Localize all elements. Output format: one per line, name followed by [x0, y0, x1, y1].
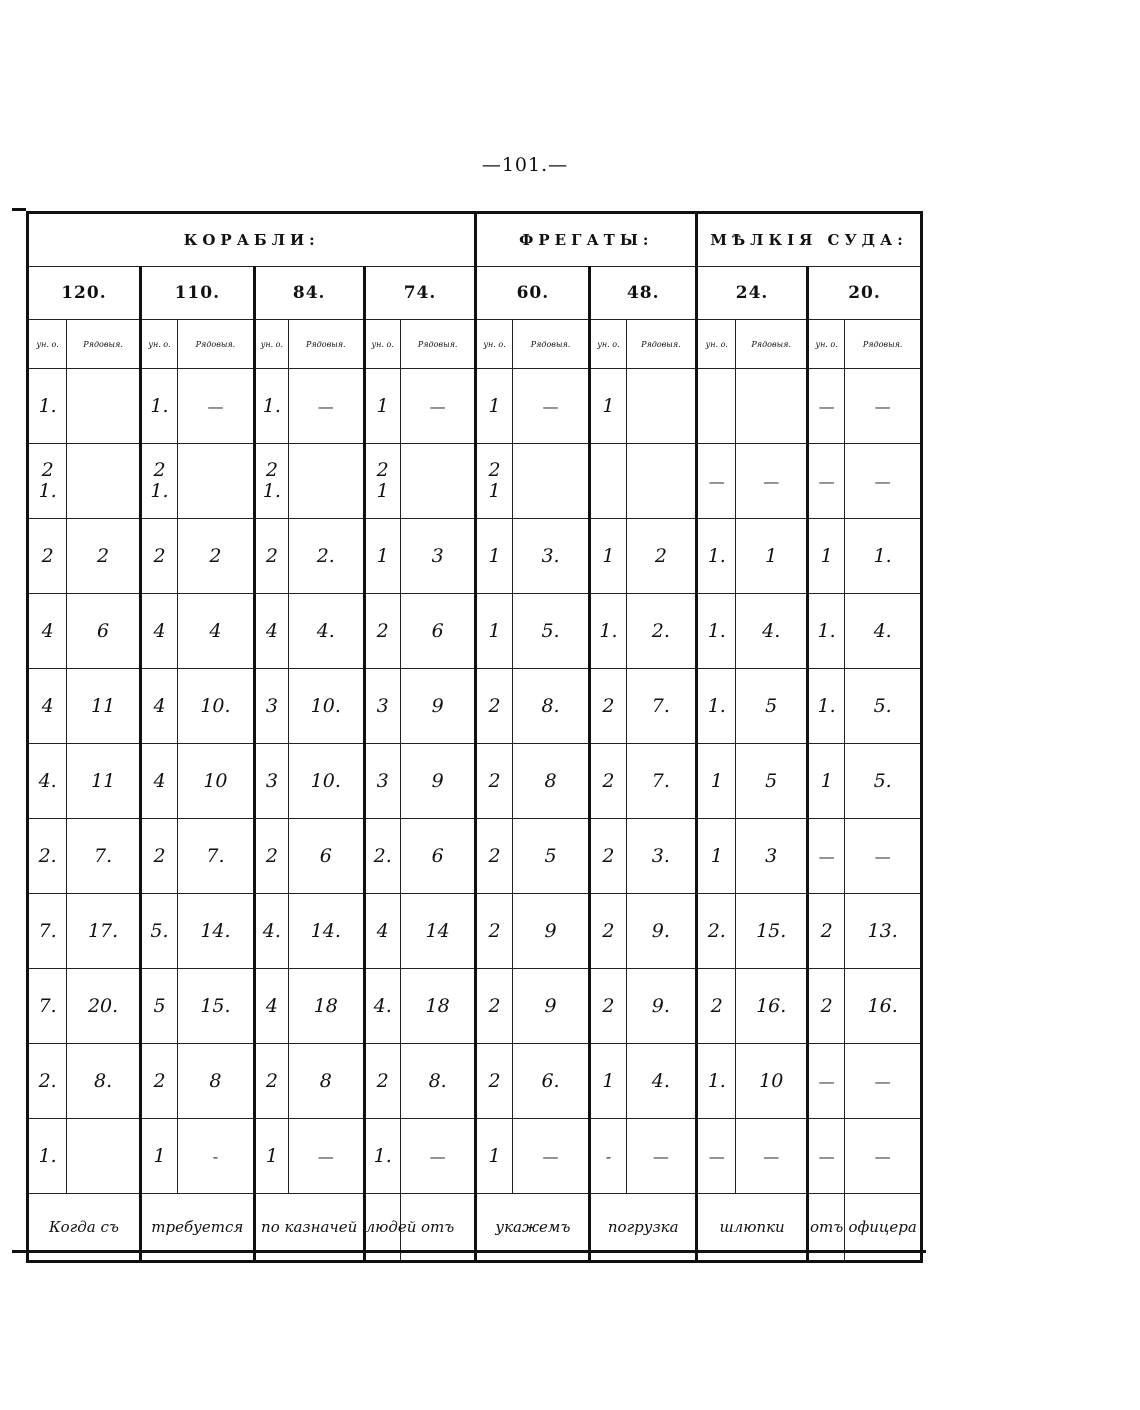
sub-ryadovye: Рядовыя.	[736, 320, 808, 369]
sub-ryadovye: Рядовыя.	[67, 320, 141, 369]
table-cell	[512, 444, 590, 519]
table-cell: 10	[178, 744, 255, 819]
table-cell: 18	[289, 969, 365, 1044]
table-cell: 7.	[626, 744, 697, 819]
table-cell: 1	[140, 1119, 177, 1194]
table-cell: 2	[476, 669, 512, 744]
guns-60: 60.	[476, 267, 590, 320]
table-cell: 1.	[28, 369, 67, 444]
sub-ryadovye: Рядовыя.	[400, 320, 476, 369]
table-row	[28, 819, 922, 894]
table-cell: 9	[512, 894, 590, 969]
table-cell: 2	[476, 969, 512, 1044]
note-fragment: отъ	[807, 1194, 844, 1262]
table-cell: 1	[697, 744, 736, 819]
guns-20: 20.	[807, 267, 921, 320]
table-cell: 5.	[140, 894, 177, 969]
sub-uo: ун. о.	[140, 320, 177, 369]
table-cell: —	[845, 1044, 922, 1119]
sub-uo: ун. о.	[254, 320, 288, 369]
table-cell: 4.	[626, 1044, 697, 1119]
guns-84: 84.	[254, 267, 364, 320]
table-cell: 2	[28, 519, 67, 594]
table-cell: 2	[178, 519, 255, 594]
table-cell: —	[807, 1119, 844, 1194]
guns-48: 48.	[590, 267, 697, 320]
table-row	[28, 594, 922, 669]
table-cell: 2	[476, 744, 512, 819]
table-cell: 2	[590, 969, 626, 1044]
table-cell: 1.	[697, 519, 736, 594]
table-cell: 9	[512, 969, 590, 1044]
table-cell: 1	[590, 1044, 626, 1119]
table-cell: 1	[736, 519, 808, 594]
note-fragment: Когда съ	[28, 1194, 141, 1262]
table-cell: 1	[476, 594, 512, 669]
note-fragment: требуется	[140, 1194, 254, 1262]
table-cell: 1.	[697, 669, 736, 744]
table-cell: —	[626, 1119, 697, 1194]
table-cell: 8	[289, 1044, 365, 1119]
table-cell: 9.	[626, 894, 697, 969]
table-cell: 17.	[67, 894, 141, 969]
table-cell: 4.	[28, 744, 67, 819]
table-cell: 8	[512, 744, 590, 819]
table-cell: 2	[140, 1044, 177, 1119]
table-row	[28, 519, 922, 594]
table-cell: 1.	[590, 594, 626, 669]
table-cell: 4.	[845, 594, 922, 669]
table-cell: 11	[67, 669, 141, 744]
table-cell: —	[807, 819, 844, 894]
table-cell: 2	[476, 1044, 512, 1119]
table-cell: 1.	[697, 594, 736, 669]
table-cell	[67, 1119, 141, 1194]
bottom-rule	[12, 1250, 926, 1253]
table-cell: 4	[254, 594, 288, 669]
table-cell: 5	[140, 969, 177, 1044]
table-cell: 4	[28, 669, 67, 744]
table-cell: 1	[590, 519, 626, 594]
table-cell: 1	[476, 1119, 512, 1194]
note-fragment: по казначей	[254, 1194, 364, 1262]
table-cell	[626, 444, 697, 519]
table-cell: 2.	[28, 1044, 67, 1119]
table-cell: 2	[807, 969, 844, 1044]
table-cell: 9	[400, 669, 476, 744]
table-cell: 2	[67, 519, 141, 594]
table-row	[28, 744, 922, 819]
table-cell: 10.	[289, 669, 365, 744]
table-cell: —	[807, 1044, 844, 1119]
table-row	[28, 1044, 922, 1119]
table-cell: 3	[364, 744, 400, 819]
table-cell: 8.	[512, 669, 590, 744]
table-cell: —	[400, 369, 476, 444]
note-fragment: погрузка	[590, 1194, 697, 1262]
table-cell: 4	[140, 669, 177, 744]
table-cell: 14.	[178, 894, 255, 969]
sub-ryadovye: Рядовыя.	[178, 320, 255, 369]
sub-uo: ун. о.	[476, 320, 512, 369]
table-cell: —	[736, 444, 808, 519]
table-cell: 1	[807, 519, 844, 594]
table-cell: 3.	[626, 819, 697, 894]
table-cell: 7.	[28, 969, 67, 1044]
group-header-row	[28, 213, 922, 267]
table-cell: 1.	[28, 1119, 67, 1194]
table-cell	[736, 369, 808, 444]
table-cell: 15.	[178, 969, 255, 1044]
table-cell: —	[845, 819, 922, 894]
table-cell	[626, 369, 697, 444]
table-cell: 6	[400, 594, 476, 669]
table-cell: 2	[807, 894, 844, 969]
table-cell: —	[512, 1119, 590, 1194]
table-cell: —	[807, 369, 844, 444]
table-cell: 1	[364, 369, 400, 444]
table-cell: 14.	[289, 894, 365, 969]
table-cell: 1	[590, 369, 626, 444]
sub-ryadovye: Рядовыя.	[626, 320, 697, 369]
table-cell: 2	[476, 894, 512, 969]
guns-120: 120.	[28, 267, 141, 320]
table-cell: 2	[590, 744, 626, 819]
table-cell: 2	[590, 894, 626, 969]
table-cell: 2	[140, 519, 177, 594]
table-row	[28, 669, 922, 744]
table-cell: 2.	[289, 519, 365, 594]
group-korabli: КОРАБЛИ:	[28, 213, 476, 267]
table-cell: 3	[400, 519, 476, 594]
table-cell: 1	[807, 744, 844, 819]
table-cell: 10	[736, 1044, 808, 1119]
sub-ryadovye: Рядовыя.	[289, 320, 365, 369]
table-cell	[67, 369, 141, 444]
guns-110: 110.	[140, 267, 254, 320]
table-cell: 5.	[512, 594, 590, 669]
table-cell: 1.	[807, 594, 844, 669]
table-cell: 6	[400, 819, 476, 894]
table-cell: 1	[254, 1119, 288, 1194]
table-cell: —	[697, 1119, 736, 1194]
table-cell: 1.	[845, 519, 922, 594]
table-cell: 2	[476, 819, 512, 894]
table-cell: 1.	[364, 1119, 400, 1194]
table-cell: —	[807, 444, 844, 519]
table-cell: 2	[364, 1044, 400, 1119]
table-cell: 5.	[845, 669, 922, 744]
table-cell	[289, 444, 365, 519]
table-cell: —	[178, 369, 255, 444]
table-cell: 4.	[364, 969, 400, 1044]
table-cell: 4	[254, 969, 288, 1044]
table-cell: —	[845, 369, 922, 444]
table-cell: 2	[254, 519, 288, 594]
table-cell	[67, 444, 141, 519]
table-cell: —	[736, 1119, 808, 1194]
sub-uo: ун. о.	[697, 320, 736, 369]
table-cell: 4	[178, 594, 255, 669]
table-cell: 4	[140, 744, 177, 819]
guns-74: 74.	[364, 267, 476, 320]
guns-24: 24.	[697, 267, 808, 320]
table-cell	[697, 369, 736, 444]
table-cell: 3	[364, 669, 400, 744]
table-cell: 2.	[28, 819, 67, 894]
sub-uo: ун. о.	[28, 320, 67, 369]
table-cell: 3.	[512, 519, 590, 594]
table-cell	[178, 444, 255, 519]
table-cell: —	[512, 369, 590, 444]
table-cell: 3	[254, 669, 288, 744]
table-row	[28, 444, 922, 519]
table-cell: 2	[626, 519, 697, 594]
guns-header-row	[28, 267, 922, 320]
table-cell: 4.	[254, 894, 288, 969]
table-cell: —	[845, 1119, 922, 1194]
table-row	[28, 969, 922, 1044]
table-cell: 2	[590, 819, 626, 894]
group-melkie-suda: МѢЛКІЯ СУДА:	[697, 213, 922, 267]
table-cell: —	[400, 1119, 476, 1194]
table-cell: 18	[400, 969, 476, 1044]
table-cell: 1	[697, 819, 736, 894]
table-cell: 6.	[512, 1044, 590, 1119]
table-cell: 10.	[178, 669, 255, 744]
table-cell: 10.	[289, 744, 365, 819]
table-cell: —	[697, 444, 736, 519]
table-cell: 13.	[845, 894, 922, 969]
table-cell: 4	[28, 594, 67, 669]
table-cell: 9	[400, 744, 476, 819]
table-cell: 14	[400, 894, 476, 969]
table-cell: 2 1	[364, 444, 400, 519]
table-cell: 1	[476, 519, 512, 594]
table-cell: 3	[736, 819, 808, 894]
table-cell: 5	[512, 819, 590, 894]
table-cell: 20.	[67, 969, 141, 1044]
table-cell: 6	[289, 819, 365, 894]
table-cell: 2 1.	[28, 444, 67, 519]
table-row	[28, 1119, 922, 1194]
note-fragment: укажемъ	[476, 1194, 590, 1262]
table-cell: 4.	[289, 594, 365, 669]
table-cell: 2	[140, 819, 177, 894]
table-cell: 2	[590, 669, 626, 744]
table-cell: 5	[736, 669, 808, 744]
table-cell: 7.	[28, 894, 67, 969]
sub-uo: ун. о.	[590, 320, 626, 369]
table-cell: 1.	[254, 369, 288, 444]
table-cell: 7.	[626, 669, 697, 744]
table-cell: 4	[140, 594, 177, 669]
note-fragment: людей	[364, 1194, 400, 1262]
sub-ryadovye: Рядовыя.	[512, 320, 590, 369]
sub-uo: ун. о.	[364, 320, 400, 369]
table-cell: 2 1.	[254, 444, 288, 519]
group-fregaty: ФРЕГАТЫ:	[476, 213, 697, 267]
table-row	[28, 894, 922, 969]
table-cell: 8.	[400, 1044, 476, 1119]
ships-table	[26, 211, 923, 1263]
table-cell: 2	[254, 819, 288, 894]
table-cell: 7.	[67, 819, 141, 894]
table-cell: —	[845, 444, 922, 519]
table-cell: 8.	[67, 1044, 141, 1119]
note-fragment: шлюпки	[697, 1194, 808, 1262]
table-cell: 1.	[140, 369, 177, 444]
note-fragment: отъ	[400, 1194, 476, 1262]
table-cell	[590, 444, 626, 519]
table-cell: 2	[364, 594, 400, 669]
table-cell: —	[289, 1119, 365, 1194]
page-number: —101.—	[481, 154, 569, 176]
table-cell: 6	[67, 594, 141, 669]
table-cell: 8	[178, 1044, 255, 1119]
table-cell: 16.	[845, 969, 922, 1044]
table-cell: -	[178, 1119, 255, 1194]
table-cell: 2.	[626, 594, 697, 669]
table-cell: 1.	[807, 669, 844, 744]
table-cell: 2	[697, 969, 736, 1044]
table-cell	[400, 444, 476, 519]
table-cell: 7.	[178, 819, 255, 894]
table-cell: 3	[254, 744, 288, 819]
table-cell: -	[590, 1119, 626, 1194]
sub-ryadovye: Рядовыя.	[845, 320, 922, 369]
table-cell: 11	[67, 744, 141, 819]
table-cell: 5.	[845, 744, 922, 819]
table-cell: 15.	[736, 894, 808, 969]
table-cell: 1.	[697, 1044, 736, 1119]
table-cell: —	[289, 369, 365, 444]
table-cell: 4.	[736, 594, 808, 669]
table-cell: 16.	[736, 969, 808, 1044]
table-row	[28, 369, 922, 444]
table-cell: 2 1	[476, 444, 512, 519]
table-cell: 2.	[364, 819, 400, 894]
table-cell: 4	[364, 894, 400, 969]
left-rule	[12, 208, 26, 211]
sub-header-row	[28, 320, 922, 369]
sub-uo: ун. о.	[807, 320, 844, 369]
table-cell: 2.	[697, 894, 736, 969]
table-cell: 2 1.	[140, 444, 177, 519]
note-fragment: офицера	[845, 1194, 922, 1262]
table-cell: 9.	[626, 969, 697, 1044]
table-cell: 1	[364, 519, 400, 594]
table-cell: 2	[254, 1044, 288, 1119]
table-cell: 5	[736, 744, 808, 819]
table-cell: 1	[476, 369, 512, 444]
